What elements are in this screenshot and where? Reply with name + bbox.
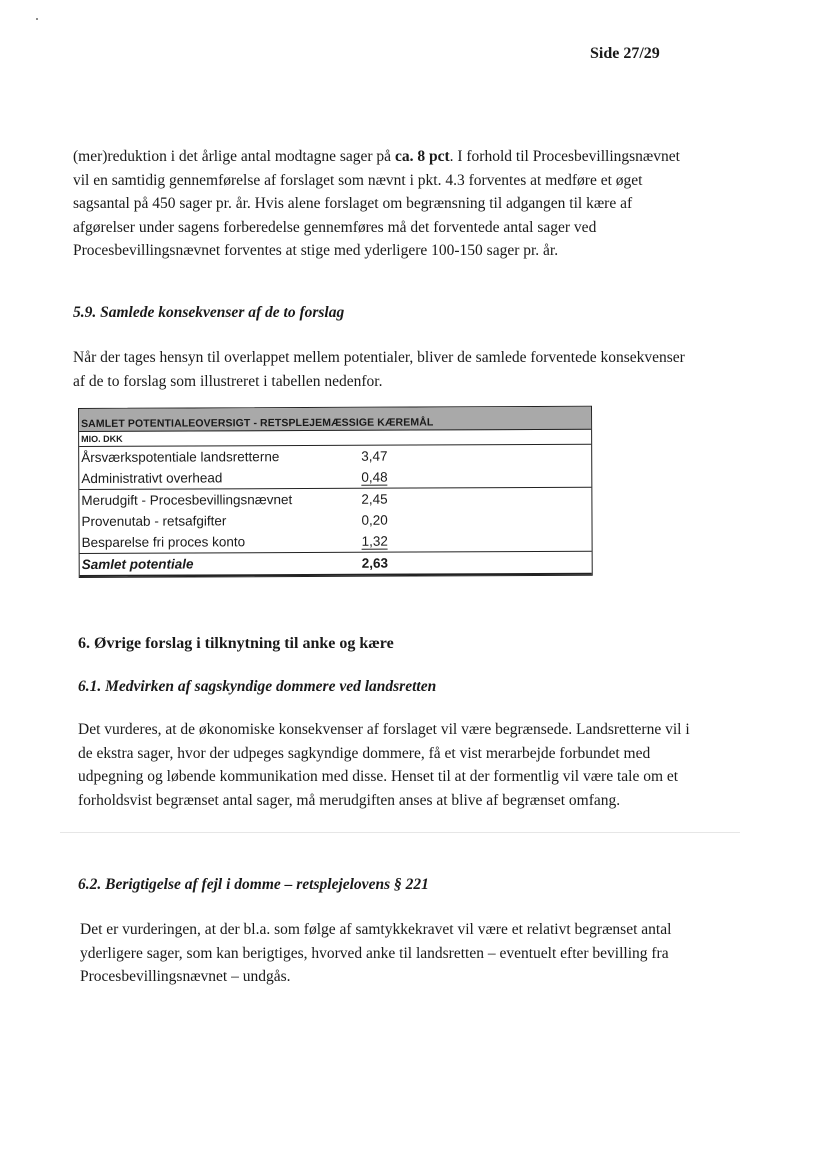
paragraph-section-6-1: Det vurderes, at de økonomiske konsekvenser af forslaget vil være begrænsede. Landsretterne vil i de ekstra sager, hvor der udpeges sagkyndige dommere, få et vist merarbejde forbundet med udpegning og løbende kommunikation med disse. Henset til at der formentlig vil være tale om et forholdsvist begrænset antal sager, må merudgiften anses at blive af begrænset omfang. bbox=[78, 721, 690, 809]
row-label: Årsværkspotentiale landsretterne bbox=[81, 449, 280, 465]
table-row bbox=[79, 445, 591, 468]
table-unit: MIO. DKK bbox=[79, 430, 591, 447]
row-value bbox=[361, 467, 421, 488]
p1-bold-text: ca. 8 pct bbox=[394, 148, 450, 165]
table-group-1 bbox=[79, 445, 591, 490]
p1-text-after: . I forhold til Procesbevillingsnævnet vil en samtidig gennemførelse af forslaget som nævnt i pkt. 4.3 forventes at medføre et øget sagsantal på 450 sager pr. år. Hvis alene forslaget om begrænsning til adgangen til kære af afgørelser under sagens forberedelse gennemføres må det forventede antal sager ved Procesbevillingsnævnet forventes at stige med yderligere 100-150 sager pr. år. bbox=[73, 148, 680, 259]
p1-text-before: (mer)reduktion i det årlige antal modtagne sager på bbox=[73, 148, 395, 165]
page-number: Side 27/29 bbox=[590, 45, 660, 62]
table-row bbox=[79, 466, 591, 489]
row-label: Provenutab - retsafgifter bbox=[81, 513, 227, 529]
row-label: Administrativt overhead bbox=[81, 470, 223, 486]
section-heading-6-1: 6.1. Medvirken af sagskyndige dommere ved landsretten bbox=[78, 678, 437, 695]
table-total-row bbox=[80, 551, 592, 577]
total-value: 2,63 bbox=[361, 555, 388, 571]
section-heading-5-9: 5.9. Samlede konsekvenser af de to forslag bbox=[73, 304, 345, 321]
row-value-text: 0,48 bbox=[361, 469, 388, 485]
row-value: 0,20 bbox=[361, 512, 388, 528]
row-value: 3,47 bbox=[361, 448, 388, 464]
potential-overview-table bbox=[78, 406, 593, 578]
section-heading-6: 6. Øvrige forslag i tilknytning til anke og kære bbox=[78, 635, 394, 652]
table-group-2 bbox=[79, 488, 591, 553]
paragraph-continuation bbox=[73, 145, 693, 263]
table-title: SAMLET POTENTIALEOVERSIGT - RETSPLEJEMÆSSIGE KÆREMÅL bbox=[79, 407, 591, 432]
row-value bbox=[362, 531, 422, 552]
row-label: Merudgift - Procesbevillingsnævnet bbox=[81, 492, 293, 508]
row-value-text: 1,32 bbox=[361, 533, 388, 549]
row-value: 2,45 bbox=[361, 491, 388, 507]
table-row bbox=[80, 530, 592, 553]
table-row bbox=[79, 509, 591, 532]
scan-artifact-line bbox=[60, 832, 740, 833]
row-label: Besparelse fri proces konto bbox=[81, 534, 246, 550]
paragraph-section-5-9: Når der tages hensyn til overlappet mellem potentialer, bliver de samlede forventede konsekvenser af de to forslag som illustreret i tabellen nedenfor. bbox=[73, 349, 685, 390]
total-label: Samlet potentiale bbox=[81, 556, 194, 572]
table-row bbox=[79, 488, 591, 511]
scan-speck bbox=[36, 18, 38, 20]
section-heading-6-2: 6.2. Berigtigelse af fejl i domme – retsplejelovens § 221 bbox=[78, 876, 429, 893]
paragraph-section-6-2: Det er vurderingen, at der bl.a. som følge af samtykkekravet vil være et relativt begrænset antal yderligere sager, som kan berigtiges, hvorved anke til landsretten – eventuelt efter bevilling fra Procesbevillingsnævnet – undgås. bbox=[80, 921, 672, 985]
